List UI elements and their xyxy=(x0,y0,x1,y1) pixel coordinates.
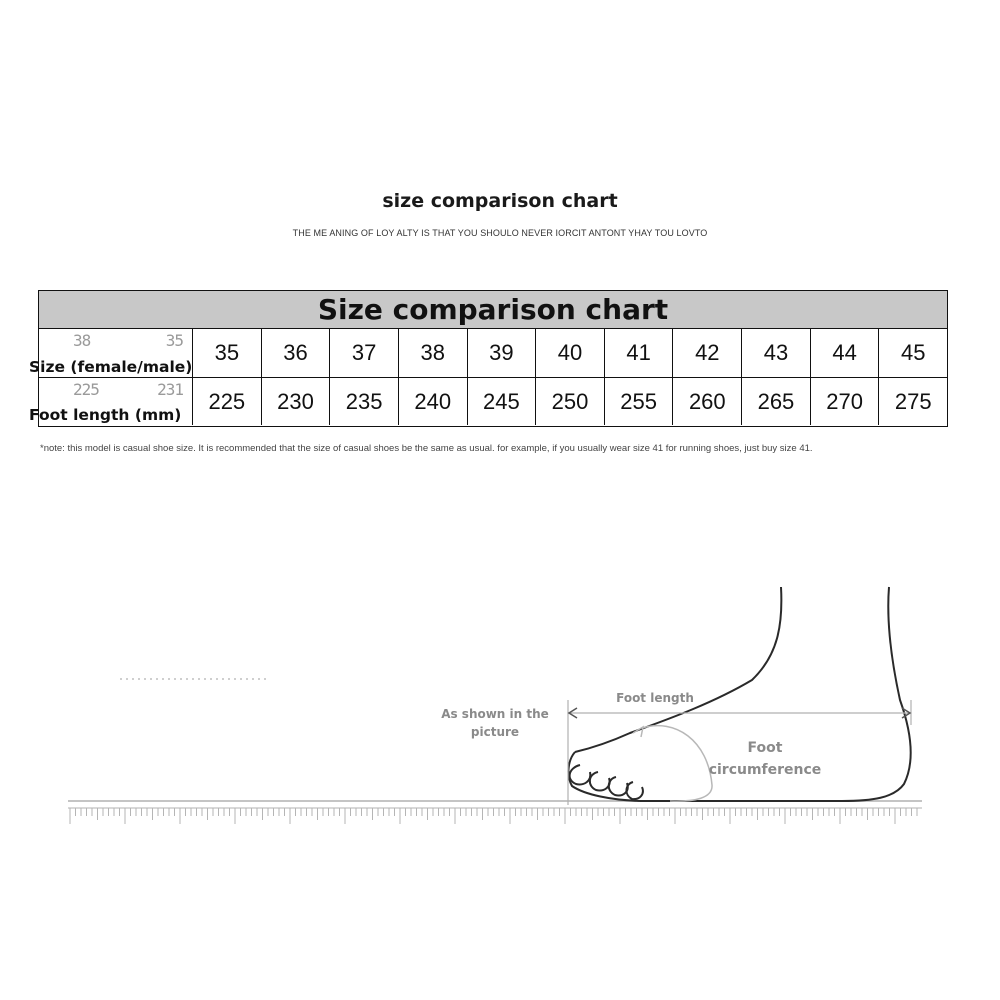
ruler xyxy=(68,801,922,824)
table-cell: 270 xyxy=(811,378,880,425)
table-cell: 42 xyxy=(673,329,742,377)
toes xyxy=(570,765,643,799)
table-cell: 225 xyxy=(193,378,262,425)
table-cell: 250 xyxy=(536,378,605,425)
leg-front-outline xyxy=(575,587,781,752)
table-cell: 245 xyxy=(468,378,537,425)
table-cell: 275 xyxy=(894,388,932,414)
toe-outline xyxy=(570,765,591,784)
table-cell: 45 xyxy=(900,340,926,365)
circumference-arrow-icon xyxy=(633,727,643,737)
table-cell: 260 xyxy=(673,378,742,425)
table-cell: 39 xyxy=(468,329,537,377)
row-label-text: Foot length (mm) xyxy=(29,406,182,424)
ghost-value: 35 xyxy=(165,331,183,350)
table-title: Size comparison chart xyxy=(39,291,947,329)
toe-outline xyxy=(626,782,642,799)
table-cell: 36 xyxy=(262,329,331,377)
table-cell: 240 xyxy=(399,378,468,425)
row-label-text: Size (female/male) xyxy=(29,358,193,376)
table-cell: 37 xyxy=(330,329,399,377)
page-subtitle: THE ME ANING OF LOY ALTY IS THAT YOU SHOULO NEVER IORCIT ANTONT YHAY TOU LOVTO xyxy=(292,228,708,238)
foot-length-label: Foot length xyxy=(616,691,694,705)
sole-outline xyxy=(568,752,640,801)
ghost-value: 231 xyxy=(157,380,183,399)
ghost-value: 225 xyxy=(73,380,99,399)
ghost-value: 38 xyxy=(73,331,91,350)
toe-outline xyxy=(590,772,610,790)
table-cell: 41 xyxy=(605,329,674,377)
table-cell: 43 xyxy=(742,329,811,377)
size-note: *note: this model is casual shoe size. It is recommended that the size of casual shoes be the same as usual. for example, if you usually wear size 41 for running shoes, just buy size 41. xyxy=(40,443,813,454)
page-title: size comparison chart xyxy=(382,190,618,212)
shown-in-picture-label: As shown in the picture xyxy=(441,707,549,739)
toe-outline xyxy=(609,777,628,795)
table-cell: 44 xyxy=(811,329,880,377)
table-cell: 255 xyxy=(605,378,674,425)
table-cell: 40 xyxy=(536,329,605,377)
table-cell: 35 xyxy=(193,329,262,377)
table-cell: 265 xyxy=(742,378,811,425)
table-cell: 38 xyxy=(399,329,468,377)
table-cell: 230 xyxy=(262,378,331,425)
ruler-ticks xyxy=(70,808,917,824)
foot-circumference-label: Foot circumference xyxy=(708,740,822,778)
table-cell: 235 xyxy=(330,378,399,425)
